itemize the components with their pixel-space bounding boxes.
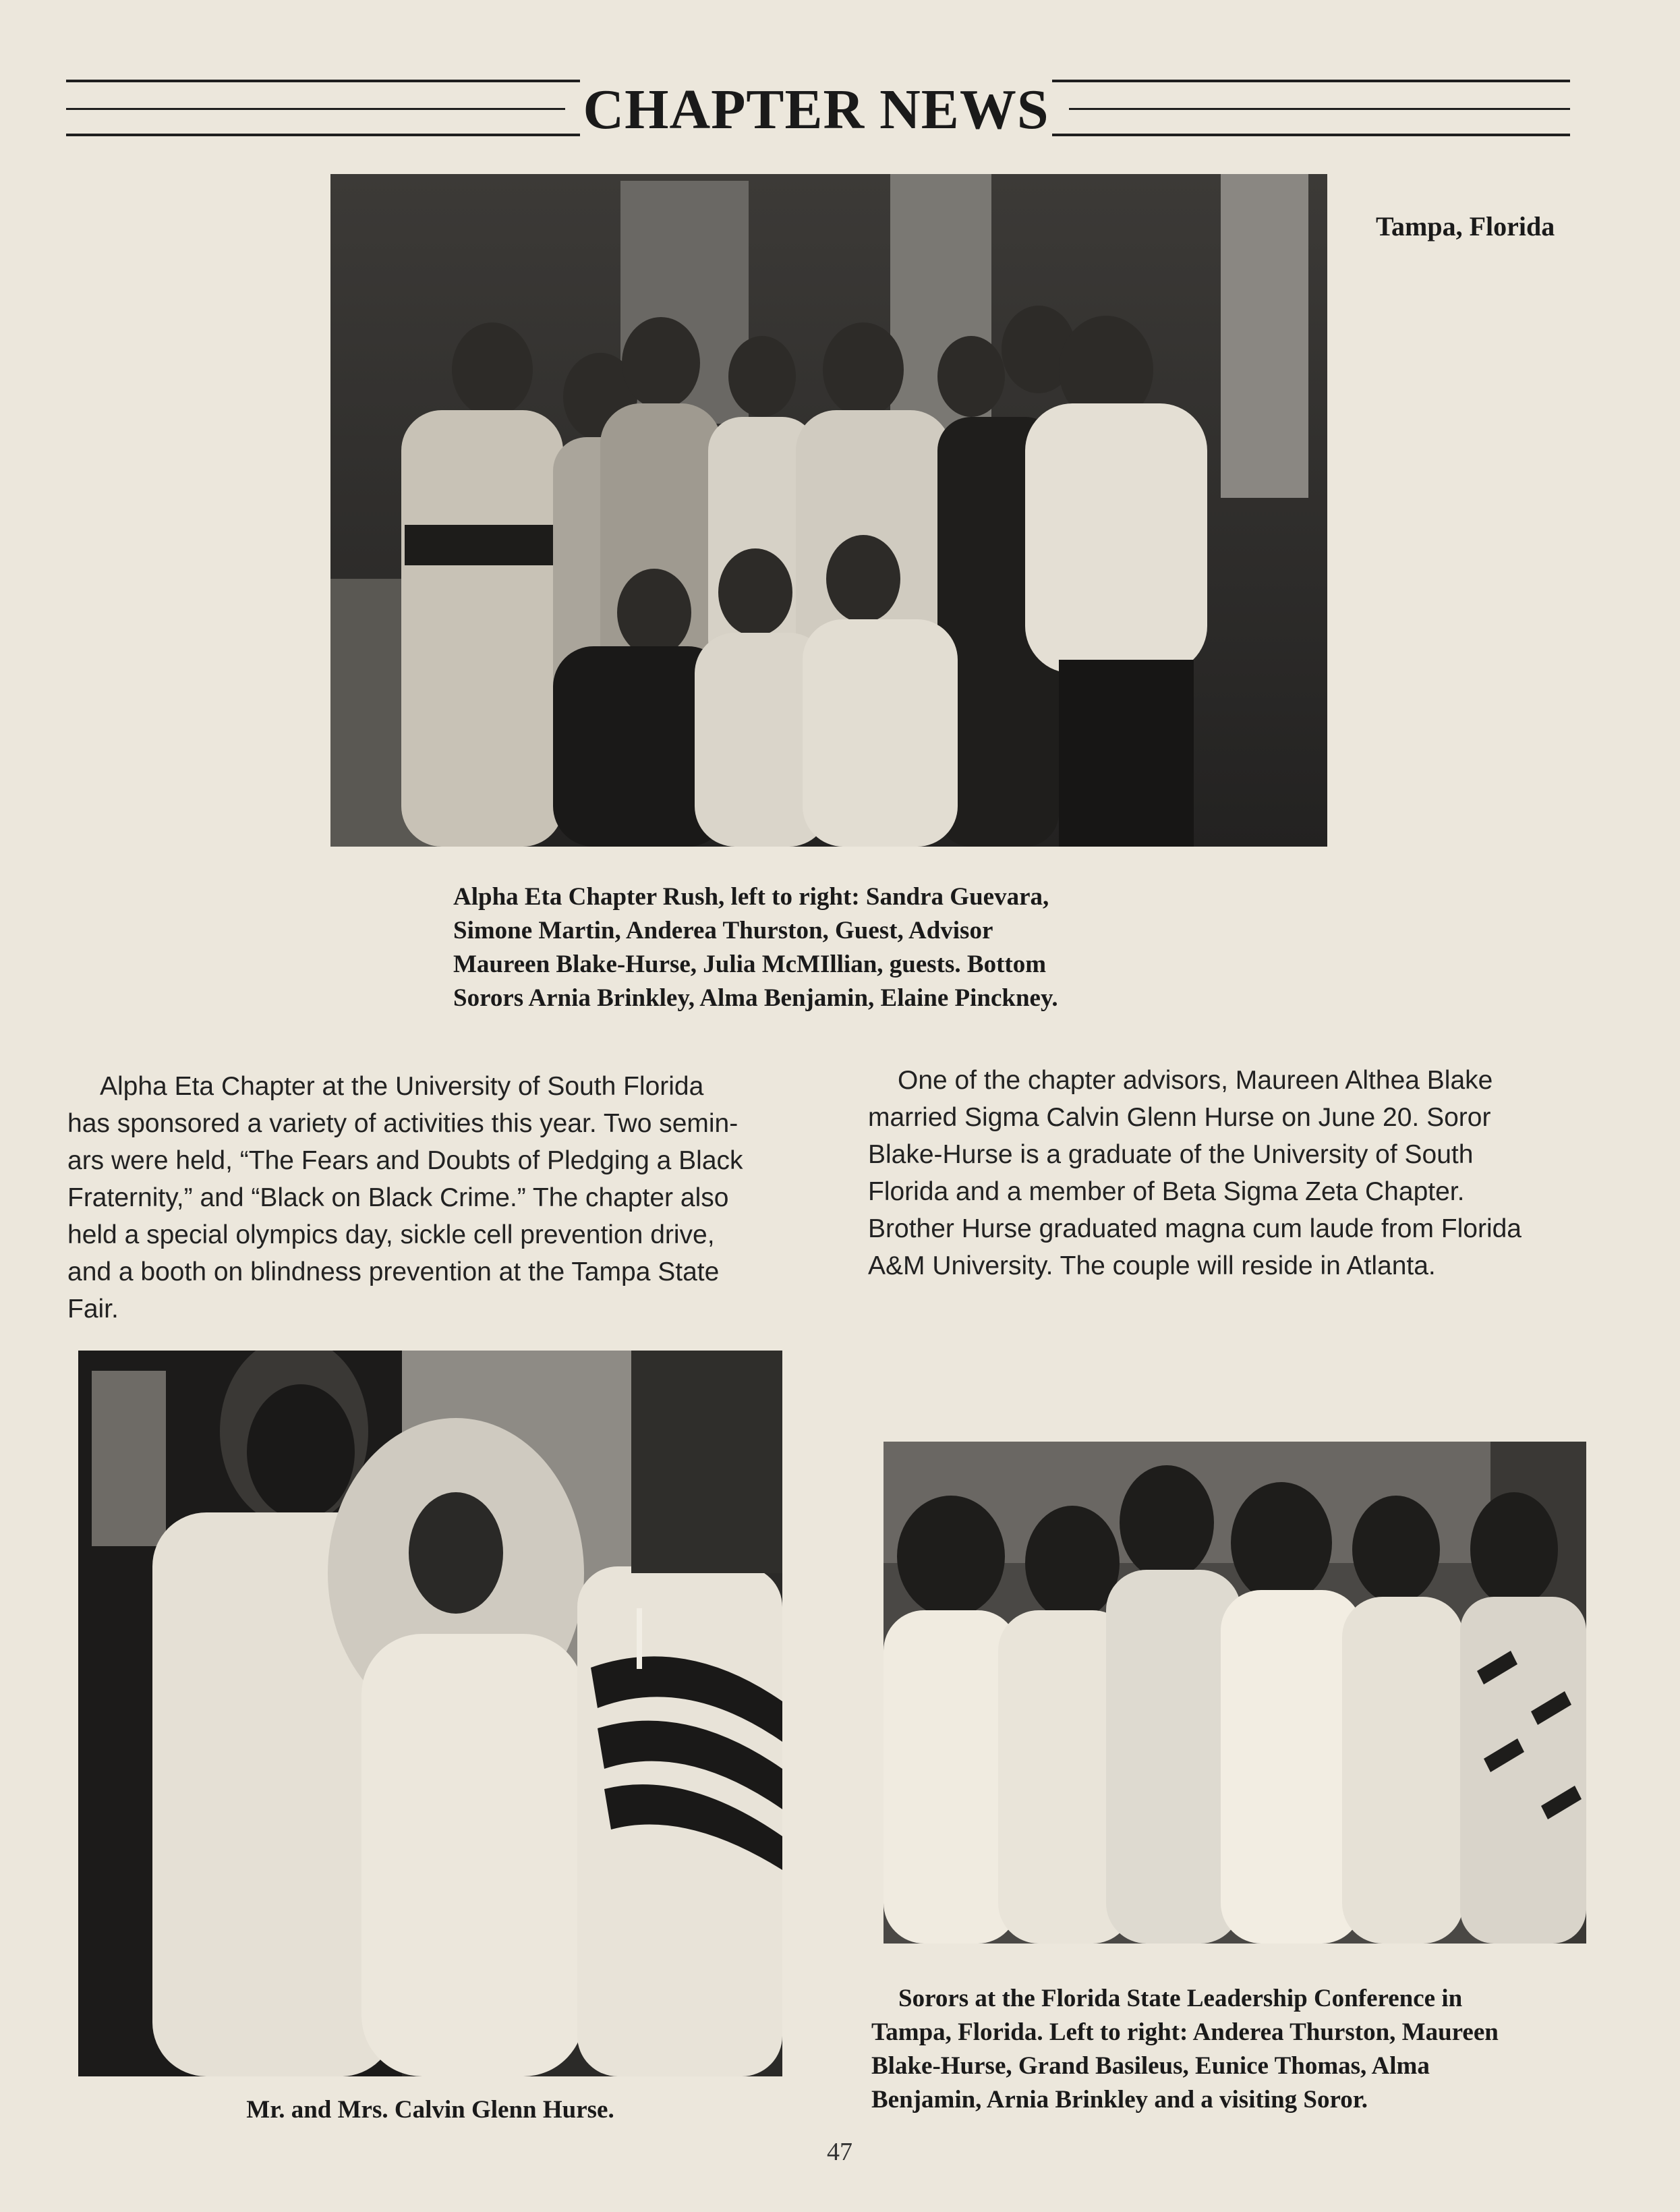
caption-line: Blake-Hurse, Grand Basileus, Eunice Thomas, Alma (871, 2052, 1430, 2080)
article-line: Fraternity,” and “Black on Black Crime.” The chapter also (67, 1183, 729, 1212)
chapter-rush-photo (330, 174, 1327, 847)
article-line: Fair. (67, 1295, 119, 1324)
wedding-photo (78, 1351, 782, 2076)
article-line: Florida and a member of Beta Sigma Zeta Chapter. (868, 1177, 1465, 1206)
header-rule-right-1 (1069, 108, 1570, 110)
chapter-rush-caption (453, 880, 1176, 1015)
article-line: ars were held, “The Fears and Doubts of Pledging a Black (67, 1146, 743, 1175)
article-line: Blake-Hurse is a graduate of the University of South (868, 1140, 1474, 1169)
article-line: One of the chapter advisors, Maureen Althea Blake (898, 1066, 1493, 1095)
caption-line: Benjamin, Arnia Brinkley and a visiting Soror. (871, 2086, 1368, 2114)
caption-line: Sorors at the Florida State Leadership Conference in (898, 1985, 1463, 2012)
conference-photo (884, 1442, 1586, 1944)
caption-line: Simone Martin, Anderea Thurston, Guest, Advisor (453, 917, 993, 944)
caption-line: Maureen Blake-Hurse, Julia McMIllian, guests. Bottom (453, 951, 1047, 978)
caption-line: Tampa, Florida. Left to right: Anderea Thurston, Maureen (871, 2018, 1499, 2046)
photo-location-label: Tampa, Florida (1376, 211, 1555, 242)
article-line: Alpha Eta Chapter at the University of South Florida (100, 1072, 704, 1101)
wedding-caption: Mr. and Mrs. Calvin Glenn Hurse. (246, 2096, 614, 2124)
page-number: 47 (827, 2138, 852, 2166)
right-article (868, 1062, 1590, 1284)
article-line: A&M University. The couple will reside in Atlanta. (868, 1251, 1436, 1280)
caption-line: Alpha Eta Chapter Rush, left to right: Sandra Guevara, (453, 883, 1049, 911)
article-line: Brother Hurse graduated magna cum laude from Florida (868, 1214, 1522, 1243)
article-line: and a booth on blindness prevention at the Tampa State (67, 1257, 720, 1286)
conference-caption (871, 1982, 1593, 2117)
caption-line: Sorors Arnia Brinkley, Alma Benjamin, Elaine Pinckney. (453, 984, 1058, 1012)
left-article (67, 1068, 789, 1328)
article-line: held a special olympics day, sickle cell prevention drive, (67, 1220, 715, 1249)
header-rule-left-1 (66, 108, 565, 110)
article-line: married Sigma Calvin Glenn Hurse on June 20. Soror (868, 1103, 1491, 1132)
article-line: has sponsored a variety of activities this year. Two semin- (67, 1109, 738, 1138)
page-title: CHAPTER NEWS (580, 80, 1052, 140)
